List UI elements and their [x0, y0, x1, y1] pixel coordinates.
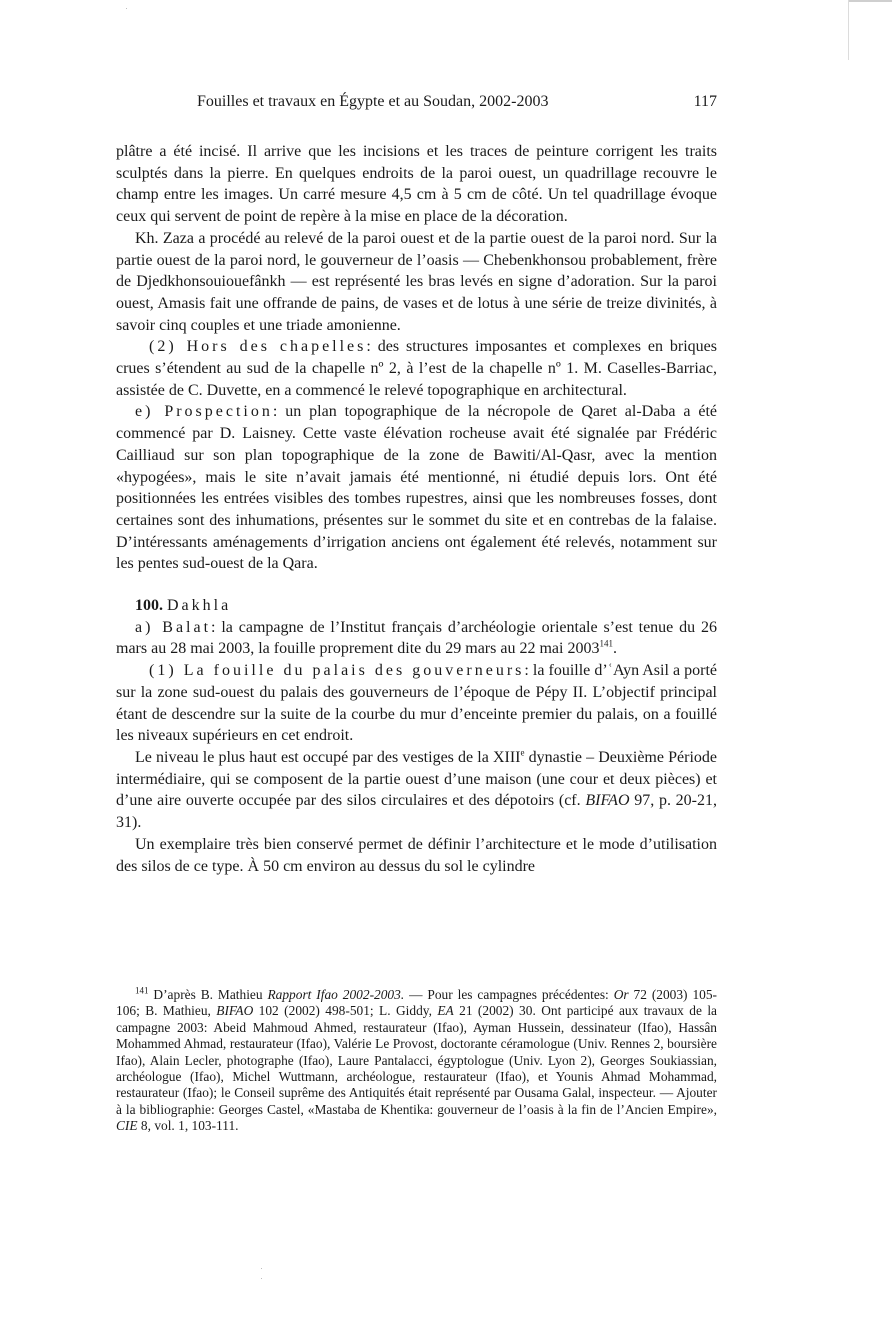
section-title: Dakhla — [167, 597, 232, 615]
running-title: Fouilles et travaux en Égypte et au Soudan, 2002-2003 — [197, 93, 549, 110]
paragraph-text: dynastie – Deuxième Période intermédiaire, qui se composent de la partie ouest d’une maison (une cour et deux pièces) et d’une aire ouverte occupée par des silos circulaires et des dépotoirs (cf. — [116, 748, 717, 810]
italic-text: CIE — [116, 1118, 138, 1134]
superscript: e — [520, 747, 525, 758]
paragraph — [116, 401, 717, 575]
paragraph — [116, 336, 717, 401]
subsection-label: e) Prospection — [135, 403, 273, 421]
paragraph: plâtre a été incisé. Il arrive que les incisions et les traces de peinture corrigent les traits sculptés dans la pierre. En quelques endroits de la paroi ouest, un quadrillage recouvre le champ entre les images. Un carré mesure 4,5 cm à 5 cm de côté. Un tel quadrillage évoque ceux qui servent de point de repère à la mise en place de la décoration. — [116, 143, 717, 226]
footnotes — [116, 987, 717, 1135]
page-edge-mark — [848, 0, 892, 2]
running-header — [197, 93, 717, 111]
subsection-label: (1) La fouille du palais des gouverneurs — [149, 662, 525, 680]
paragraph — [116, 747, 717, 834]
paragraph-text: 97, p. 20-21, 31). — [116, 792, 717, 832]
section-number: 100. — [135, 597, 163, 615]
footnote-text: — Pour les campagnes précédentes: — [404, 987, 614, 1002]
footnote-text: D’après B. Mathieu — [148, 987, 268, 1002]
footnote-text: 102 (2002) 498-501; L. Giddy, — [253, 1003, 438, 1019]
footnote — [116, 987, 717, 1135]
italic-text: Or — [613, 987, 629, 1002]
subsection-label: (2) Hors des chapelles — [149, 338, 367, 356]
italic-text: Rapport Ifao 2002-2003. — [267, 987, 405, 1002]
paragraph-text: : des structures imposantes et complexes en briques crues s’étendent au sud de la chapelle nº 2, à l’est de la chapelle nº 1. M. Caselles-Barriac, assistée de C. Duvette, en a commencé le relevé topographique en architectural. — [116, 338, 717, 399]
journal-title: BIFAO — [585, 792, 630, 810]
paragraph: Un exemplaire très bien conservé permet de définir l’architecture et le mode d’utilisation des silos de ce type. À 50 cm environ au dessus du sol le cylindre — [116, 835, 717, 875]
paragraph-text: Le niveau le plus haut est occupé par des vestiges de la XIII — [135, 748, 521, 766]
footnote-text: 72 (2003) 105-106; B. Mathieu, — [116, 987, 717, 1019]
paragraph: Kh. Zaza a procédé au relevé de la paroi ouest et de la partie ouest de la paroi nord. Sur la partie ouest de la paroi nord, le gouverneur de l’oasis — Chebenkhonsou probablement, frère de Djedkhonsouiouefânkh — est représenté les bras levés en signe d’adoration. Sur la paroi ouest, Amasis fait une offrande de pains, de vases et de lotus à une série de treize divinités, à savoir cinq couples et une triade amonienne. — [116, 229, 717, 334]
section-heading — [116, 595, 717, 617]
italic-text: EA — [437, 1003, 454, 1019]
italic-text: BIFAO — [216, 1003, 254, 1019]
footnote-number: 141 — [135, 985, 149, 996]
scan-speck — [126, 8, 127, 9]
paragraph — [116, 660, 717, 747]
subsection-label: a) Balat — [135, 618, 212, 636]
page-edge-line — [848, 0, 849, 60]
paragraph-end: . — [612, 640, 617, 658]
page-number: 117 — [693, 93, 717, 110]
footnote-text: 8, vol. 1, 103-111. — [137, 1118, 239, 1134]
scan-speck — [261, 1268, 262, 1269]
paragraph-text: : un plan topographique de la nécropole de Qaret al-Daba a été commencé par D. Laisney. Cette vaste élévation rocheuse avait été signalée par Frédéric Cailliaud sur son plan topographique de la zone de Bawiti/Al-Qasr, avec la mention «hypogées», mais le site n’avait jamais été mentionné, ni étudié depuis lors. Ont été positionnées les entrées visibles des tombes rupestres, ainsi que les nombreuses fosses, dont certaines sont des inhumations, présentes sur le sommet du site et en contrebas de la falaise. D’intéressants aménagements d’irrigation anciens ont également été relevés, notamment sur les pentes sud-ouest de la Qara. — [116, 403, 718, 573]
footnote-ref: 141 — [599, 639, 613, 650]
footnote-text: 21 (2002) 30. Ont participé aux travaux de la campagne 2003: Abeid Mahmoud Ahmed, restaurateur (Ifao), Ayman Hussein, dessinateur (Ifao), Hassân Mohammed Ahmad, restaurateur (Ifao), Valérie Le Provost, doctorante céramologue (Univ. Rennes 2, boursière Ifao), Alain Lecler, photographe (Ifao), Laure Pantalacci, égyptologue (Univ. Lyon 2), Georges Soukiassian, archéologue (Ifao), Michel Wuttmann, archéologue, restaurateur (Ifao), et Younis Ahmad Mohammad, restaurateur (Ifao); le Conseil suprême des Antiquités était représenté par Ousama Galal, inspecteur. — Ajouter à la bibliographie: Georges Castel, «Mastaba de Khentika: gouverneur de l’oasis à la fin de l’Ancien Empire», — [116, 1003, 717, 1117]
paragraph-text: : la campagne de l’Institut français d’archéologie orientale s’est tenue du 26 mars au 28 mai 2003, la fouille proprement dite du 29 mars au 22 mai 2003 — [116, 618, 717, 658]
paragraph — [116, 617, 717, 660]
main-text — [116, 141, 717, 877]
paragraph-text: : la fouille d’ʿAyn Asil a porté sur la zone sud-ouest du palais des gouverneurs de l’époque de Pépy II. L’objectif principal étant de descendre sur la suite de la courbe du mur d’enceinte premier du palais, on a fouillé les niveaux supérieurs en cet endroit. — [116, 662, 718, 745]
scan-speck — [261, 1278, 262, 1279]
